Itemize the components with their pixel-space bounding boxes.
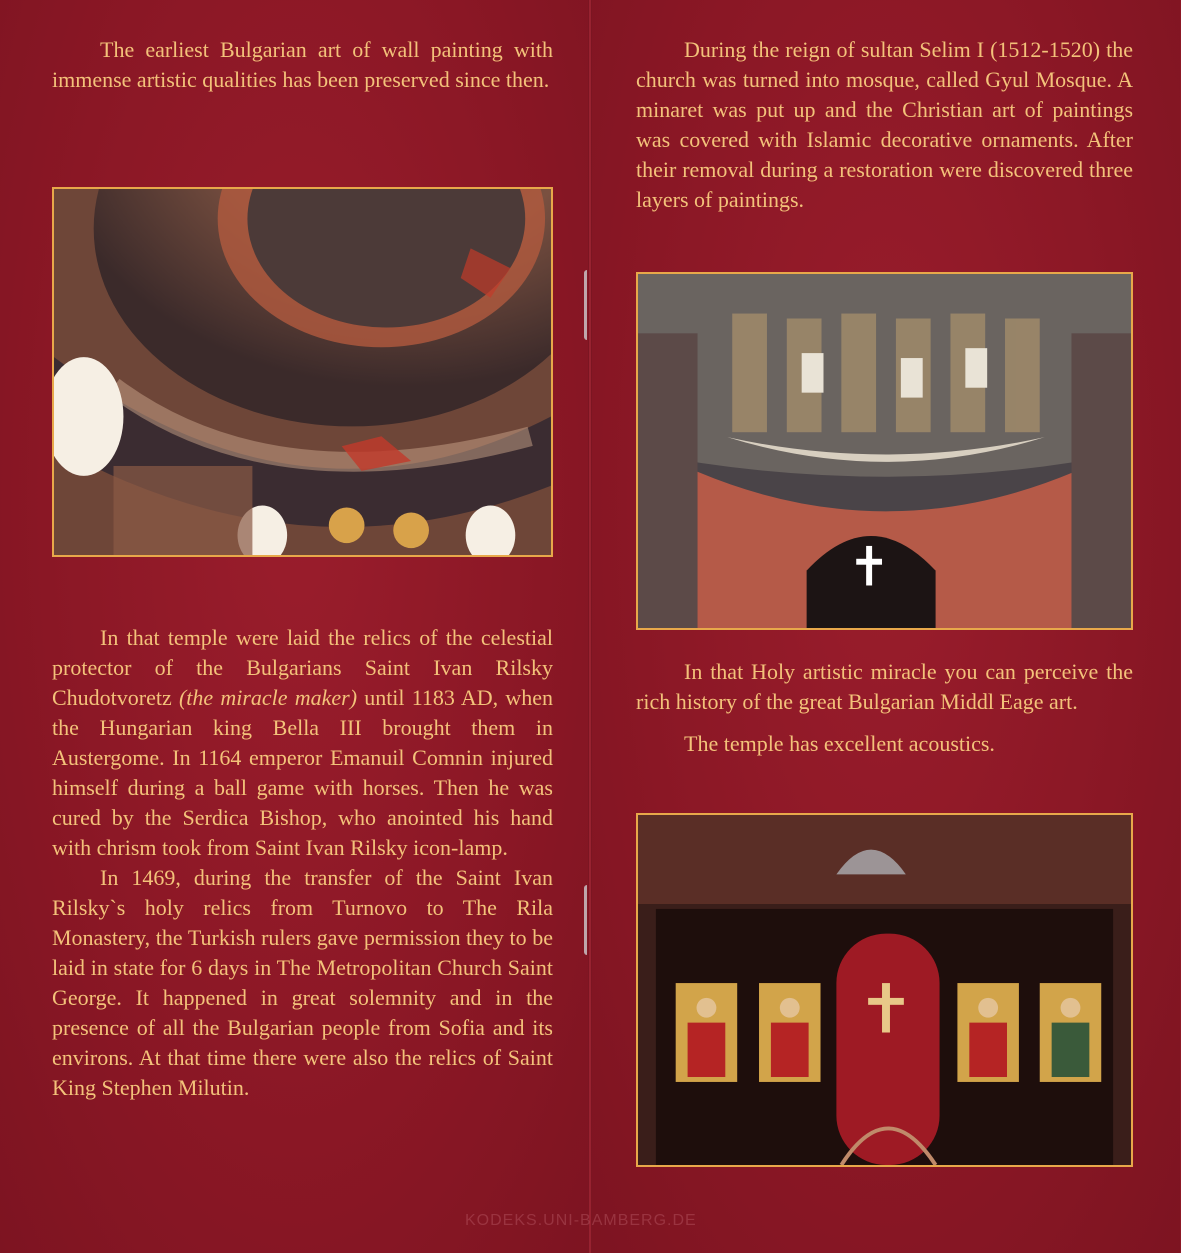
right-text-block-1 [636, 35, 1133, 215]
left-text-block-2 [52, 623, 553, 1103]
dome-fresco-photo [52, 187, 553, 557]
left-paragraph-1: The earliest Bulgarian art of wall painting with immense artistic qualities has been preserved since then. [52, 37, 553, 92]
right-paragraph-1: During the reign of sultan Selim I (1512-1520) the church was turned into mosque, called Gyul Mosque. A minaret was put up and the Christian art of paintings was covered with Islamic decorative ornaments. After their removal during a restoration were discovered three layers of paintings. [636, 37, 1133, 212]
staple-bottom [584, 885, 597, 955]
page-fold [588, 0, 592, 1253]
right-paragraph-2: In that Holy artistic miracle you can perceive the rich history of the great Bulgarian Middl Eage art. [636, 659, 1133, 714]
watermark: KODEKS.UNI-BAMBERG.DE [465, 1212, 697, 1229]
miracle-maker-italic: (the miracle maker) [178, 685, 358, 710]
apse-fresco-photo [636, 272, 1133, 630]
right-text-block-2 [636, 657, 1133, 759]
iconostasis-photo [636, 813, 1133, 1167]
left-paragraph-3: In 1469, during the transfer of the Saint Ivan Rilsky`s holy relics from Turnovo to The Rila Monastery, the Turkish rulers gave permission they to be laid in state for 6 days in The Metropolitan Church Saint George. It happened in great solemnity and in the presence of all the Bulgarian people from Sofia and its environs. At that time there were also the relics of Saint King Stephen Milutin. [52, 865, 553, 1100]
left-paragraph-2-start: In that temple were laid the relics of the celestial protector of the Bulgarians Saint Ivan Rilsky Chudotvoretz [52, 625, 553, 710]
right-paragraph-3: The temple has excellent acoustics. [684, 731, 995, 756]
left-paragraph-2 [52, 623, 553, 863]
left-paragraph-2-end: until 1183 AD, when the Hungarian king Bella III brought them in Austergome. In 1164 emperor Emanuil Comnin injured himself during a ball game with horses. Then he was cured by the Serdica Bishop, who anointed his hand with chrism took from Saint Ivan Rilsky icon-lamp. [52, 685, 553, 860]
staple-top [584, 270, 597, 340]
left-paragraph-1-block [52, 35, 553, 95]
